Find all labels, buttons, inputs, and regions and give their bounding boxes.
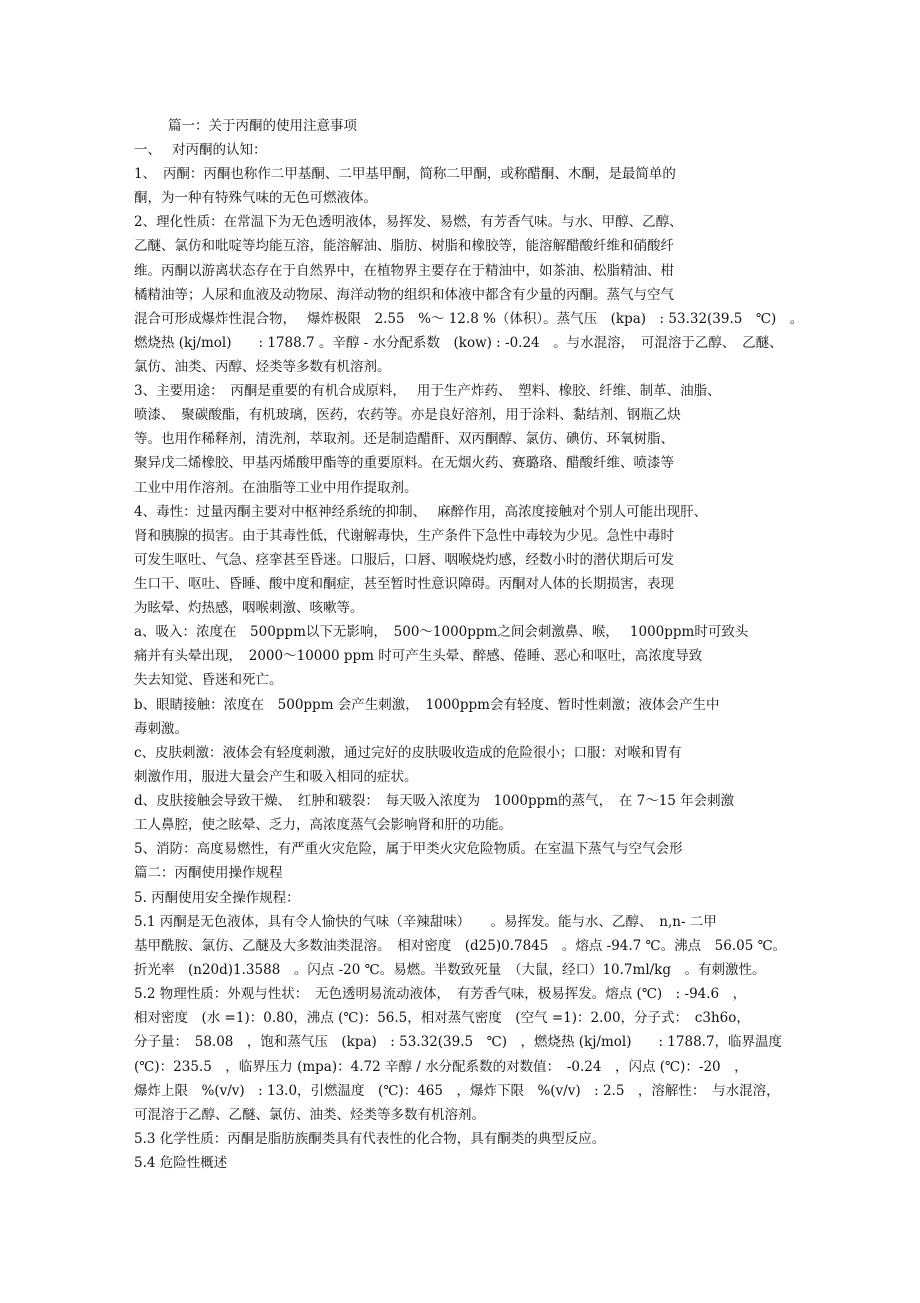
text-line: 4、毒性：过量丙酮主要对中枢神经系统的抑制、 麻醉作用，高浓度接触对个别人可能出现肝、 — [134, 504, 708, 520]
section-heading: 一、 对丙酮的认知： — [134, 142, 267, 158]
text-line: 分子量： 58.08 ，饱和蒸气压 (kpa) : 53.32(39.5 ℃) ，燃烧热 (kj/mol) : 1788.7，临界温度 — [134, 1034, 783, 1050]
heading-part-one: 篇一：关于丙酮的使用注意事项 — [168, 118, 357, 134]
text-line: 维。丙酮以游离状态存在于自然界中，在植物界主要存在于精油中，如茶油、松脂精油、柑 — [134, 263, 674, 279]
text-line: 氯仿、油类、丙醇、烃类等多数有机溶剂。 — [134, 359, 391, 375]
text-line: 5.3 化学性质：丙酮是脂肪族酮类具有代表性的化合物，具有酮类的典型反应。 — [134, 1131, 606, 1147]
text-line: 肾和胰腺的损害。由于其毒性低，代谢解毒快，生产条件下急性中毒较为少见。急性中毒时 — [134, 528, 674, 544]
text-line: 基甲酰胺、氯仿、乙醚及大多数油类混溶。 相对密度 (d25)0.7845 。熔点 -94.7 ℃。沸点 56.05 ℃。 — [134, 938, 787, 954]
text-line: 燃烧热 (kj/mol) : 1788.7 。辛醇 - 水分配系数 (kow) : -0.24 。与水混溶， 可混溶于乙醇、 乙醚、 — [134, 335, 783, 351]
text-line: 可发生呕吐、气急、痉挛甚至昏迷。口服后，口唇、咽喉烧灼感，经数小时的潜伏期后可发 — [134, 552, 674, 568]
section-heading: 5.4 危险性概述 — [134, 1155, 228, 1171]
text-line: 5、消防：高度易燃性，有严重火灾危险，属于甲类火灾危险物质。在室温下蒸气与空气会形 — [134, 841, 683, 857]
heading-part-two: 篇二：丙酮使用操作规程 — [134, 865, 283, 881]
text-line: 为眩晕、灼热感，咽喉刺激、咳嗽等。 — [134, 600, 364, 616]
text-line: 混合可形成爆炸性混合物， 爆炸极限 2.55 %～ 12.8 %（体积）。蒸气压 (kpa) : 53.32(39.5 ℃) 。 — [134, 311, 804, 327]
text-line: 生口干、呕吐、昏睡、酸中度和酮症，甚至暂时性意识障碍。丙酮对人体的长期损害，表现 — [134, 576, 674, 592]
text-line: c、皮肤刺激：液体会有轻度刺激，通过完好的皮肤吸收造成的危险很小；口服：对喉和胃有 — [134, 745, 682, 761]
text-line: 工人鼻腔，使之眩晕、乏力，高浓度蒸气会影响肾和肝的功能。 — [134, 817, 512, 833]
text-line: 3、主要用途： 丙酮是重要的有机合成原料， 用于生产炸药、 塑料、橡胶、纤维、制革、油脂、 — [134, 383, 721, 399]
text-line: 痛并有头晕出现， 2000～10000 ppm 时可产生头晕、醉感、倦睡、恶心和呕吐，高浓度导致 — [134, 648, 703, 664]
text-line: 失去知觉、昏迷和死亡。 — [134, 672, 283, 688]
text-line: b、眼睛接触：浓度在 500ppm 会产生刺激， 1000ppm会有轻度、暂时性刺激；液体会产生中 — [134, 697, 720, 713]
text-line: 等。也用作稀释剂，清洗剂，萃取剂。还是制造醋酐、双丙酮醇、氯仿、碘仿、环氧树脂、 — [134, 431, 674, 447]
text-line: 爆炸上限 %(v/v) : 13.0，引燃温度 (℃)：465 ，爆炸下限 %(v/v) : 2.5 ，溶解性： 与水混溶， — [134, 1083, 780, 1099]
text-line: a、吸入：浓度在 500ppm以下无影响， 500～1000ppm之间会刺激鼻、喉， 1000ppm时可致头 — [134, 624, 749, 640]
text-line: 折光率 (n20d)1.3588 。闪点 -20 ℃。易燃。半数致死量 （大鼠，经口）10.7ml/kg 。有刺激性。 — [134, 962, 766, 978]
text-line: 刺激作用，服进大量会产生和吸入相同的症状。 — [134, 769, 418, 785]
section-heading: 5. 丙酮使用安全操作规程： — [134, 890, 300, 906]
text-line: 5.1 丙酮是无色液体，具有令人愉快的气味（辛辣甜味） 。易挥发。能与水、乙醇、 n,n- 二甲 — [134, 914, 717, 930]
text-line: 可混溶于乙醇、乙醚、氯仿、油类、烃类等多数有机溶剂。 — [134, 1107, 485, 1123]
text-line: 工业中用作溶剂。在油脂等工业中用作提取剂。 — [134, 480, 418, 496]
text-line: d、皮肤接触会导致干燥、 红肿和皲裂： 每天吸入浓度为 1000ppm的蒸气， 在 7～15 年会刺激 — [134, 793, 735, 809]
text-line: 橘精油等；人尿和血液及动物尿、海洋动物的组织和体液中都含有少量的丙酮。蒸气与空气 — [134, 287, 674, 303]
text-line: 酮，为一种有特殊气味的无色可燃液体。 — [134, 190, 377, 206]
text-line: 相对密度 (水 =1)：0.80，沸点 (℃)：56.5，相对蒸气密度 (空气 =1)：2.00，分子式： c3h6o， — [134, 1010, 750, 1026]
text-line: 乙醚、氯仿和吡啶等均能互溶，能溶解油、脂肪、树脂和橡胶等，能溶解醋酸纤维和硝酸纤 — [134, 238, 674, 254]
text-line: 5.2 物理性质：外观与性状： 无色透明易流动液体， 有芳香气味，极易挥发。熔点 (℃) : -94.6 ， — [134, 986, 747, 1002]
text-line: 聚异戊二烯橡胶、甲基丙烯酸甲酯等的重要原料。在无烟火药、赛璐珞、醋酸纤维、喷漆等 — [134, 455, 674, 471]
text-line: 毒刺激。 — [134, 721, 188, 737]
text-line: 2、理化性质：在常温下为无色透明液体，易挥发、易燃，有芳香气味。与水、甲醇、乙醇、 — [134, 214, 683, 230]
text-line: (℃)：235.5 ，临界压力 (mpa)：4.72 辛醇 / 水分配系数的对数值： -0.24 ，闪点 (℃)：-20 ， — [134, 1059, 748, 1075]
text-line: 1、 丙酮：丙酮也称作二甲基酮、二甲基甲酮，简称二甲酮，或称醋酮、木酮，是最简单的 — [134, 166, 676, 182]
text-line: 喷漆、 聚碳酸酯，有机玻璃，医药，农药等。亦是良好溶剂，用于涂料、黏结剂、钢瓶乙炔 — [134, 407, 681, 423]
